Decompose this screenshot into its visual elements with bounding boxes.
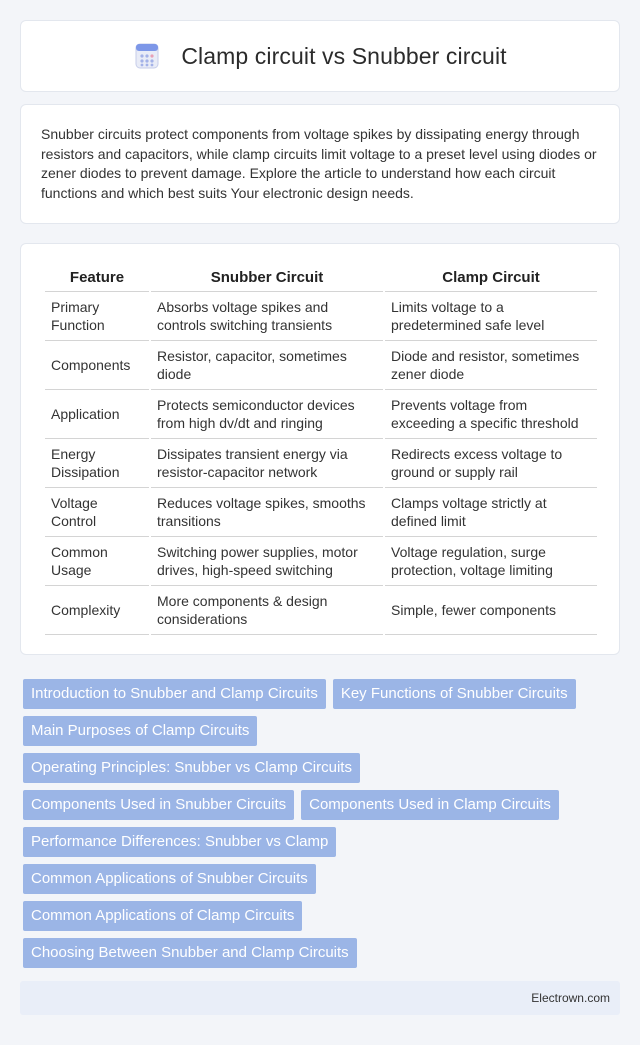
tag-applications-snubber[interactable]: Common Applications of Snubber Circuits — [23, 864, 316, 894]
table-cell-clamp: Simple, fewer components — [385, 586, 597, 635]
comparison-table-card — [20, 243, 620, 655]
table-cell-feature: Primary Function — [45, 292, 149, 341]
column-header-feature: Feature — [45, 264, 149, 292]
footer — [20, 981, 620, 1015]
table-cell-snubber: Reduces voltage spikes, smooths transitions — [151, 488, 383, 537]
table-cell-clamp: Voltage regulation, surge protection, voltage limiting — [385, 537, 597, 586]
table-cell-feature: Application — [45, 390, 149, 439]
comparison-table — [43, 264, 599, 635]
tag-applications-clamp[interactable]: Common Applications of Clamp Circuits — [23, 901, 302, 931]
table-cell-feature: Energy Dissipation — [45, 439, 149, 488]
table-cell-snubber: Absorbs voltage spikes and controls switching transients — [151, 292, 383, 341]
calculator-icon — [133, 42, 161, 70]
tag-choosing-between[interactable]: Choosing Between Snubber and Clamp Circuits — [23, 938, 357, 968]
tag-performance-differences[interactable]: Performance Differences: Snubber vs Clamp — [23, 827, 336, 857]
table-cell-snubber: Switching power supplies, motor drives, high-speed switching — [151, 537, 383, 586]
table-cell-snubber: Dissipates transient energy via resistor-capacitor network — [151, 439, 383, 488]
table-cell-feature: Components — [45, 341, 149, 390]
table-cell-snubber: Resistor, capacitor, sometimes diode — [151, 341, 383, 390]
tag-row — [23, 938, 623, 968]
intro-text: Snubber circuits protect components from voltage spikes by dissipating energy through resistors and capacitors, while clamp circuits limit voltage to a preset level using diodes or zener diodes to prevent damage. Explore the article to understand how each circuit functions and which best suits Your electronic design needs. — [41, 126, 597, 201]
header-card — [20, 20, 620, 92]
table-cell-snubber: More components & design considerations — [151, 586, 383, 635]
column-header-snubber: Snubber Circuit — [151, 264, 383, 292]
tag-introduction[interactable]: Introduction to Snubber and Clamp Circuits — [23, 679, 326, 709]
column-header-clamp: Clamp Circuit — [385, 264, 597, 292]
table-cell-clamp: Diode and resistor, sometimes zener diode — [385, 341, 597, 390]
tag-row — [23, 901, 623, 931]
table-cell-clamp: Limits voltage to a predetermined safe level — [385, 292, 597, 341]
table-cell-feature: Complexity — [45, 586, 149, 635]
table-row — [45, 292, 597, 341]
tag-components-clamp[interactable]: Components Used in Clamp Circuits — [301, 790, 559, 820]
table-cell-feature: Common Usage — [45, 537, 149, 586]
tag-row — [23, 864, 623, 894]
table-cell-clamp: Prevents voltage from exceeding a specific threshold — [385, 390, 597, 439]
table-row — [45, 390, 597, 439]
tag-row — [23, 790, 623, 820]
tag-operating-principles[interactable]: Operating Principles: Snubber vs Clamp Circuits — [23, 753, 360, 783]
topic-tags — [23, 679, 623, 975]
tag-row — [23, 716, 623, 746]
table-row — [45, 488, 597, 537]
tag-row — [23, 753, 623, 783]
tag-components-snubber[interactable]: Components Used in Snubber Circuits — [23, 790, 294, 820]
tag-key-functions-snubber[interactable]: Key Functions of Snubber Circuits — [333, 679, 576, 709]
table-row — [45, 439, 597, 488]
intro-card — [20, 104, 620, 224]
table-row — [45, 341, 597, 390]
page-title: Clamp circuit vs Snubber circuit — [181, 42, 507, 69]
tag-row — [23, 679, 623, 709]
footer-site-name: Electrown.com — [531, 991, 610, 1005]
header — [133, 42, 506, 70]
table-cell-clamp: Redirects excess voltage to ground or supply rail — [385, 439, 597, 488]
table-header-row — [45, 264, 597, 292]
table-cell-snubber: Protects semiconductor devices from high dv/dt and ringing — [151, 390, 383, 439]
table-row — [45, 586, 597, 635]
table-cell-clamp: Clamps voltage strictly at defined limit — [385, 488, 597, 537]
table-cell-feature: Voltage Control — [45, 488, 149, 537]
table-row — [45, 537, 597, 586]
tag-main-purposes-clamp[interactable]: Main Purposes of Clamp Circuits — [23, 716, 257, 746]
tag-row — [23, 827, 623, 857]
